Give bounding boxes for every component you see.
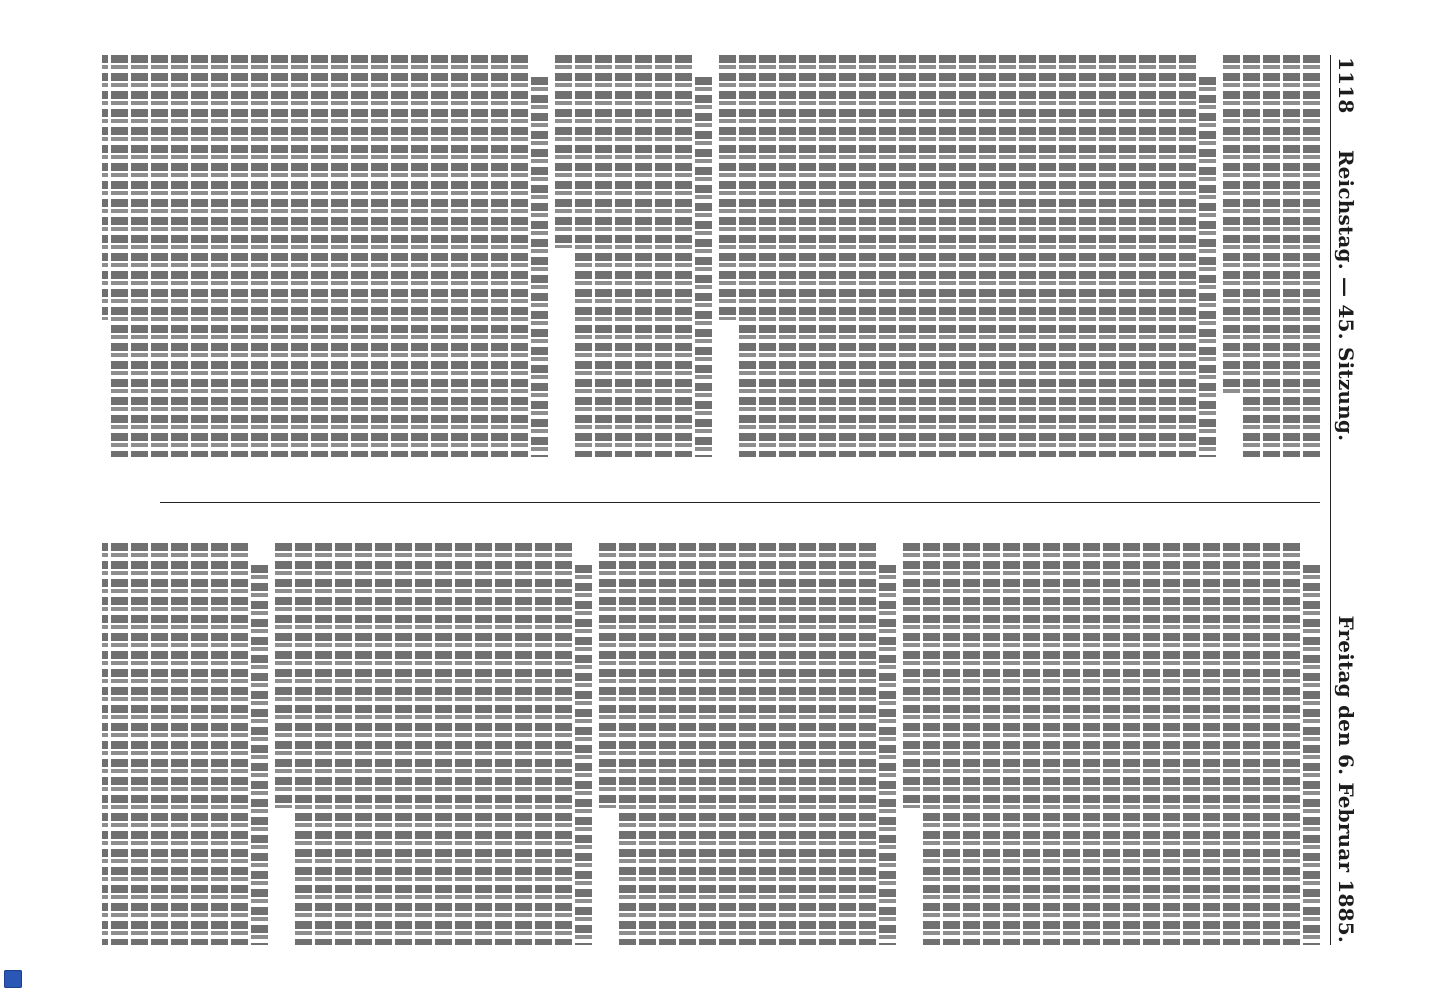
right-column: [102, 543, 1322, 945]
margin-note: [2, 962, 24, 996]
page-header: [1330, 55, 1358, 945]
header-left: [1335, 57, 1359, 441]
left-column: [102, 55, 1322, 457]
header-right: [1335, 616, 1359, 944]
header-right-title: Freitag den 6. Februar 1885.: [1334, 615, 1359, 943]
dfg-badge-icon: [4, 970, 22, 988]
scanned-page: [82, 55, 1358, 945]
page-number: 1118: [1334, 57, 1359, 114]
column-separator: [160, 502, 1320, 503]
header-left-title: Reichstag. — 45. Sitzung.: [1334, 149, 1359, 442]
